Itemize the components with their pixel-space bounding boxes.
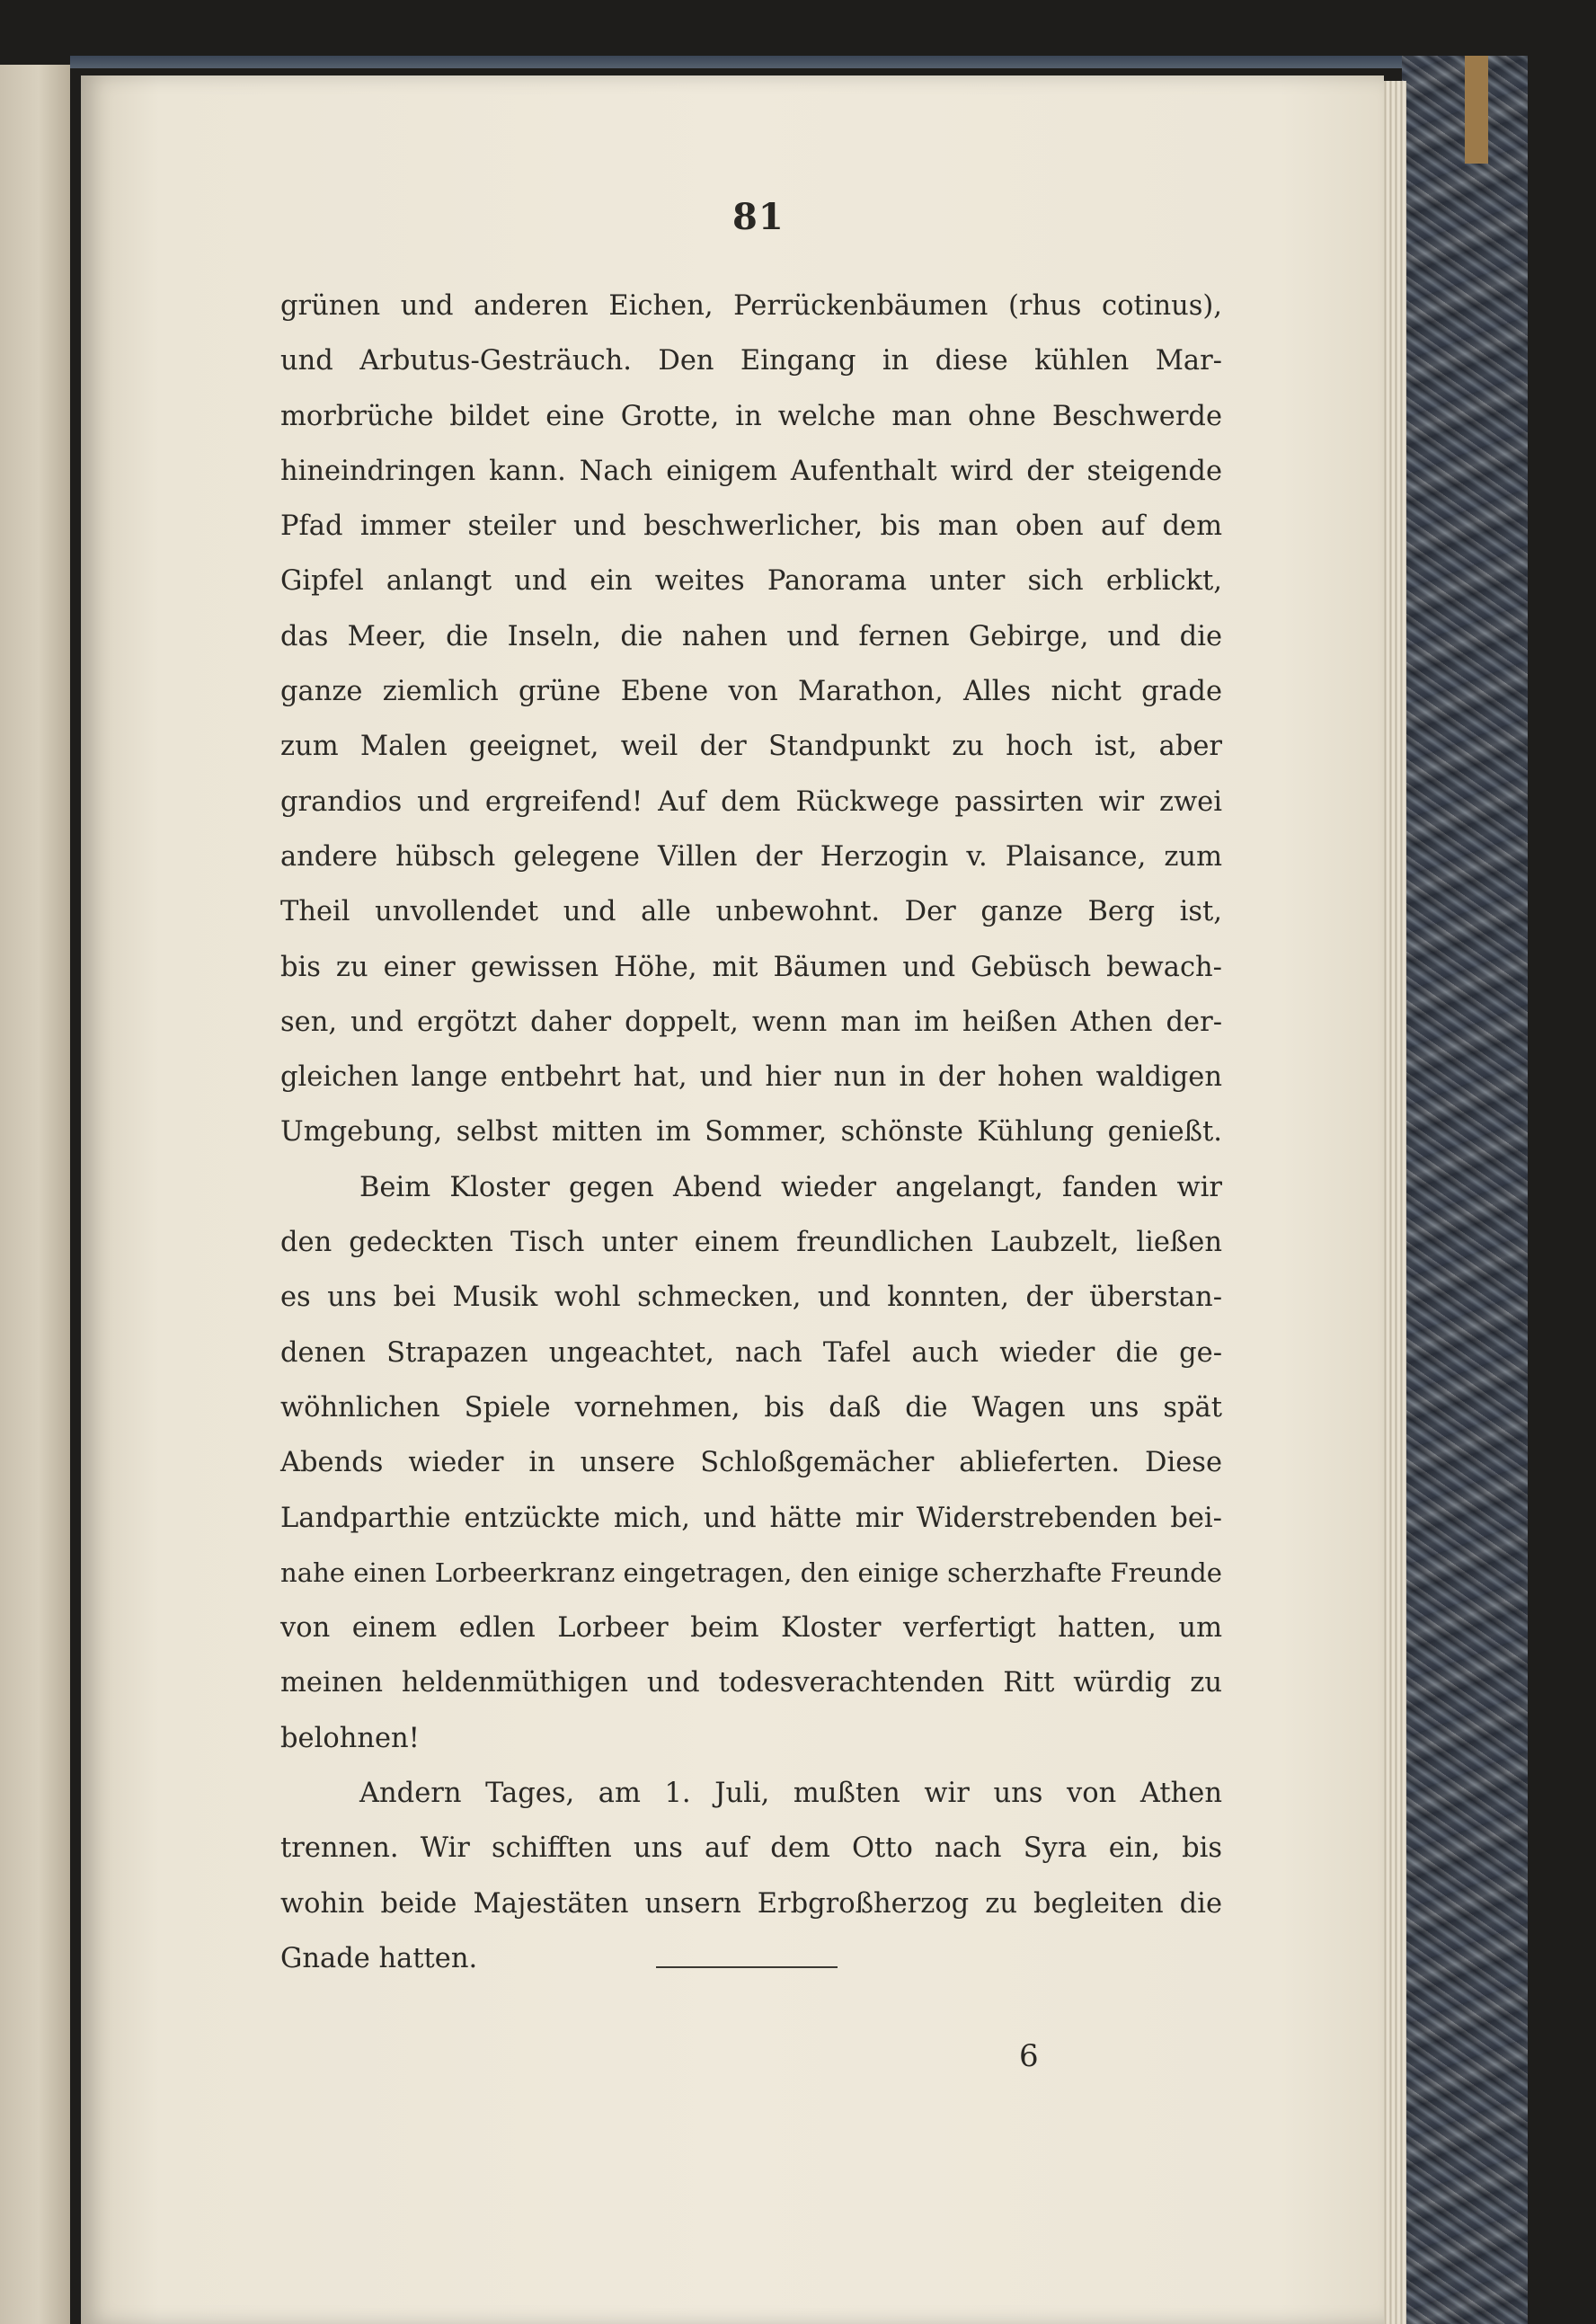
body-text bbox=[280, 279, 1222, 1986]
text-line: wohin beide Majestäten unsern Erbgroßherzog zu begleiten die bbox=[280, 1887, 1222, 1920]
previous-page-edge bbox=[0, 65, 70, 2324]
text-line: das Meer, die Inseln, die nahen und fernen Gebirge, und die bbox=[280, 620, 1222, 652]
text-line: Umgebung, selbst mitten im Sommer, schönste Kühlung genießt. bbox=[280, 1116, 1222, 1149]
text-line: zum Malen geeignet, weil der Standpunkt zu hoch ist, aber bbox=[280, 731, 1222, 763]
text-line: bis zu einer gewissen Höhe, mit Bäumen und Gebüsch bewach- bbox=[280, 951, 1222, 983]
text-line: es uns bei Musik wohl schmecken, und konnten, der überstan- bbox=[280, 1282, 1222, 1314]
text-line: von einem edlen Lorbeer beim Kloster verfertigt hatten, um bbox=[280, 1612, 1222, 1645]
text-line: trennen. Wir schifften uns auf dem Otto nach Syra ein, bis bbox=[280, 1832, 1222, 1865]
text-line: belohnen! bbox=[280, 1722, 420, 1754]
text-line: nahe einen Lorbeerkranz eingetragen, den einige scherzhafte Freunde bbox=[280, 1557, 1222, 1588]
text-line: Pfad immer steiler und beschwerlicher, bis man oben auf dem bbox=[280, 510, 1222, 543]
text-line: Gnade hatten. bbox=[280, 1942, 478, 1974]
footer-rule bbox=[656, 1966, 838, 1968]
text-line: gleichen lange entbehrt hat, und hier nun in der hohen waldigen bbox=[280, 1061, 1222, 1094]
text-line: Abends wieder in unsere Schloßgemächer ablieferten. Diese bbox=[280, 1447, 1222, 1479]
text-line: Andern Tages, am 1. Juli, mußten wir uns von Athen bbox=[359, 1778, 1222, 1810]
marbled-cover-board bbox=[1402, 56, 1528, 2324]
signature-mark: 6 bbox=[1019, 2038, 1039, 2074]
text-line: grünen und anderen Eichen, Perrückenbäumen (rhus cotinus), bbox=[280, 290, 1222, 322]
cover-leather-corner bbox=[1465, 56, 1488, 164]
text-line: hineindringen kann. Nach einigem Aufenthalt wird der steigende bbox=[280, 455, 1222, 487]
text-line: sen, und ergötzt daher doppelt, wenn man im heißen Athen der- bbox=[280, 1006, 1222, 1038]
cover-top-edge bbox=[70, 56, 1488, 68]
page-number: 81 bbox=[732, 196, 785, 238]
text-line: meinen heldenmüthigen und todesverachtenden Ritt würdig zu bbox=[280, 1667, 1222, 1699]
text-line: denen Strapazen ungeachtet, nach Tafel auch wieder die ge- bbox=[280, 1336, 1222, 1369]
text-line: morbrüche bildet eine Grotte, in welche man ohne Beschwerde bbox=[280, 400, 1222, 432]
text-line: Gipfel anlangt und ein weites Panorama unter sich erblickt, bbox=[280, 565, 1222, 598]
text-line: andere hübsch gelegene Villen der Herzogin v. Plaisance, zum bbox=[280, 840, 1222, 873]
text-line: Theil unvollendet und alle unbewohnt. Der ganze Berg ist, bbox=[280, 896, 1222, 928]
text-line: Landparthie entzückte mich, und hätte mir Widerstrebenden bei- bbox=[280, 1502, 1222, 1534]
text-line: wöhnlichen Spiele vornehmen, bis daß die Wagen uns spät bbox=[280, 1391, 1222, 1424]
text-line: Beim Kloster gegen Abend wieder angelangt, fanden wir bbox=[359, 1171, 1222, 1203]
text-line: und Arbutus-Gesträuch. Den Eingang in diese kühlen Mar- bbox=[280, 345, 1222, 377]
text-line: grandios und ergreifend! Auf dem Rückwege passirten wir zwei bbox=[280, 785, 1222, 818]
text-line: ganze ziemlich grüne Ebene von Marathon, Alles nicht grade bbox=[280, 676, 1222, 708]
text-line: den gedeckten Tisch unter einem freundlichen Laubzelt, ließen bbox=[280, 1227, 1222, 1259]
